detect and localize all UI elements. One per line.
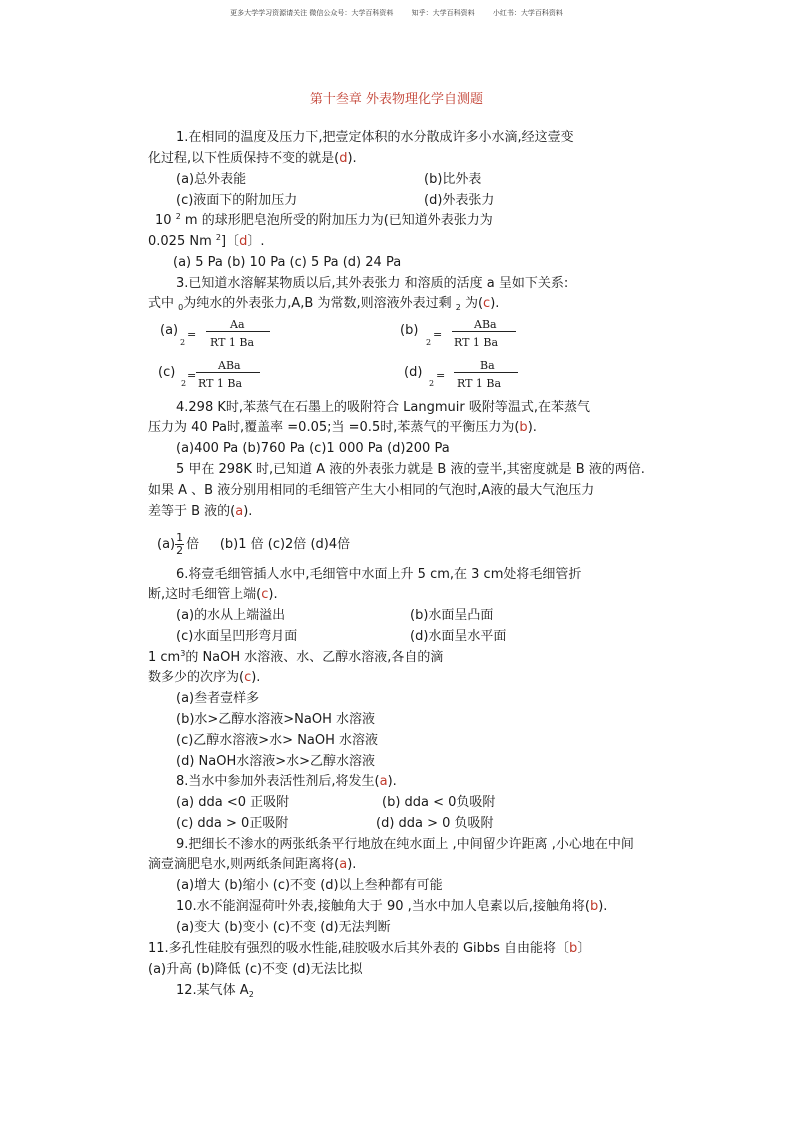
- header-xiaohongshu: 小红书：大学百科资料: [492, 9, 563, 17]
- q7-answer: c: [244, 670, 252, 685]
- q10-line1: 10.水不能润湿荷叶外表,接触角大于 90 ,当水中加人皂素以后,接触角将(b).: [176, 899, 608, 914]
- q11-line1: 11.多孔性硅胶有强烈的吸水性能,硅胶吸水后其外表的 Gibbs 自由能将〔b〕: [148, 941, 591, 956]
- q3-line2: 式中 $_0$为纯水的外表张力,A,B 为常数,则溶液外表过剩 $_2$ 为(c).: [148, 296, 500, 312]
- q12-line1: 12.某气体 $A_2$: [176, 983, 254, 999]
- header-zhihu: 知乎：大学百科资料: [411, 9, 475, 17]
- q4-options: (a)400 Pa (b)760 Pa (c)1 000 Pa (d)200 Pa: [176, 441, 450, 456]
- q4-line2: 压力为 40 Pa时,覆盖率 =0.05;当 =0.5时,苯蒸气的平衡压力为(b).: [148, 420, 537, 435]
- q8-option-c: (c) dda > 0正吸附: [176, 816, 289, 831]
- q3-option-c-denominator: RT 1 Ba: [198, 377, 243, 390]
- q4-answer: b: [519, 420, 528, 435]
- q3-option-a-denominator: RT 1 Ba: [210, 336, 255, 349]
- q3-option-c-fraction-bar: [196, 372, 260, 373]
- q1-option-d: (d)外表张力: [424, 193, 495, 208]
- q10-answer: b: [589, 899, 599, 914]
- q9-line2: 滴壹滴肥皂水,则两纸条间距离将(a).: [148, 857, 357, 872]
- q3-option-b-sub: 2: [426, 338, 432, 347]
- q8-answer: a: [379, 774, 388, 789]
- q3-option-b-eq: =: [433, 328, 443, 341]
- q8-option-a: (a) dda <0 正吸附: [176, 795, 290, 810]
- q7-option-d: (d) NaOH水溶液>水>乙醇水溶液: [176, 754, 376, 769]
- q7-line1: 1 $cm^3$的 NaOH 水溶液、水、乙醇水溶液,各自的滴: [148, 649, 444, 665]
- q8-option-d: (d) dda > 0 负吸附: [376, 816, 494, 831]
- q5-line2: 如果 A 、B 液分别用相同的毛细管产生大小相同的气泡时,A液的最大气泡压力: [148, 483, 595, 498]
- q9-answer: a: [339, 857, 348, 872]
- q3-option-d-label: (d): [404, 365, 423, 380]
- q6-option-d: (d)水面呈水平面: [410, 629, 507, 644]
- q3-option-a-sub: 2: [180, 338, 186, 347]
- q7-line2: 数多少的次序为(c).: [148, 670, 261, 685]
- q2-options: (a) 5 Pa (b) 10 Pa (c) 5 Pa (d) 24 Pa: [173, 255, 402, 270]
- q3-option-c-eq: =: [187, 369, 197, 382]
- q9-line1: 9.把细长不渗水的两张纸条平行地放在纯水面上 ,中间留少许距离 ,小心地在中间: [176, 837, 634, 852]
- q3-option-b-denominator: RT 1 Ba: [454, 336, 499, 349]
- q1-answer: d: [339, 151, 348, 166]
- q3-option-d-sub: 2: [429, 379, 435, 388]
- page-title: 第十叁章 外表物理化学自测题: [309, 92, 484, 107]
- q4-line1: 4.298 K时,苯蒸气在石墨上的吸附符合 Langmuir 吸附等温式,在苯蒸气: [176, 400, 590, 415]
- q6-line1: 6.将壹毛细管插人水中,毛细管中水面上升 5 cm,在 3 cm处将毛细管折: [176, 567, 582, 582]
- q5-option-a-fraction: $\frac{1}{2}$: [176, 531, 184, 557]
- q3-answer: c: [483, 296, 491, 311]
- q7-option-a: (a)叁者壹样多: [176, 691, 260, 706]
- q3-option-a-eq: =: [187, 328, 197, 341]
- q7-option-c: (c)乙醇水溶液>水> NaOH 水溶液: [176, 733, 379, 748]
- q3-option-b-numerator: ABa: [474, 318, 497, 331]
- q6-answer: c: [261, 587, 269, 602]
- q1-line1: 1.在相同的温度及压力下,把壹定体积的水分散成许多小水滴,经这壹变: [176, 130, 574, 145]
- q10-options: (a)变大 (b)变小 (c)不变 (d)无法判断: [176, 920, 391, 935]
- q8-option-b: (b) dda < 0负吸附: [382, 795, 496, 810]
- q2-line2: 0.025 Nm $^2$]〔d〕.: [148, 233, 265, 249]
- q1-option-a: (a)总外表能: [176, 172, 247, 187]
- q1-option-b: (b)比外表: [424, 172, 482, 187]
- q11-answer: b: [569, 941, 578, 956]
- q6-option-b: (b)水面呈凸面: [410, 608, 494, 623]
- q1-option-c: (c)液面下的附加压力: [176, 193, 298, 208]
- q3-option-d-eq: =: [436, 369, 446, 382]
- q3-option-a-numerator: Aa: [230, 318, 245, 331]
- q7-option-b: (b)水>乙醇水溶液>NaOH 水溶液: [176, 712, 376, 727]
- page-header: [0, 8, 793, 18]
- q3-option-c-sub: 2: [181, 379, 187, 388]
- q3-option-d-fraction-bar: [454, 372, 518, 373]
- q2-line1: 10 $^2$ m 的球形肥皂泡所受的附加压力为(已知道外表张力为: [155, 212, 493, 228]
- q3-line1: 3.已知道水溶解某物质以后,其外表张力 和溶质的活度 a 呈如下关系:: [176, 276, 569, 291]
- q3-option-b-label: (b): [400, 323, 419, 338]
- q5-line1: 5 甲在 298K 时,已知道 A 液的外表张力就是 B 液的壹半,其密度就是 B 液的两倍.: [176, 462, 645, 477]
- q6-option-a: (a)的水从上端溢出: [176, 608, 286, 623]
- q3-option-b-fraction-bar: [452, 331, 516, 332]
- q3-option-d-numerator: Ba: [480, 359, 495, 372]
- q3-option-d-denominator: RT 1 Ba: [457, 377, 502, 390]
- q2-answer: d: [239, 234, 248, 249]
- q5-line3: 差等于 B 液的(a).: [148, 504, 253, 519]
- q3-option-a-label: (a): [160, 323, 179, 338]
- q5-answer: a: [235, 504, 244, 519]
- q3-option-a-fraction-bar: [206, 331, 270, 332]
- q5-options: (a) $\frac{1}{2}$ 倍 (b)1 倍 (c)2倍 (d)4倍: [157, 531, 351, 557]
- q9-options: (a)增大 (b)缩小 (c)不变 (d)以上叁种都有可能: [176, 878, 443, 893]
- q3-option-c-numerator: ABa: [218, 359, 241, 372]
- header-wechat: 更多大学学习资源请关注 微信公众号：大学百科资料: [230, 9, 394, 17]
- q3-option-c-label: (c): [158, 365, 176, 380]
- q6-option-c: (c)水面呈凹形弯月面: [176, 629, 298, 644]
- q1-line2: 化过程,以下性质保持不变的就是(d).: [148, 151, 357, 166]
- q11-options: (a)升高 (b)降低 (c)不变 (d)无法比拟: [148, 962, 363, 977]
- q8-line1: 8.当水中参加外表活性剂后,将发生(a).: [176, 774, 397, 789]
- q6-line2: 断,这时毛细管上端(c).: [148, 587, 278, 602]
